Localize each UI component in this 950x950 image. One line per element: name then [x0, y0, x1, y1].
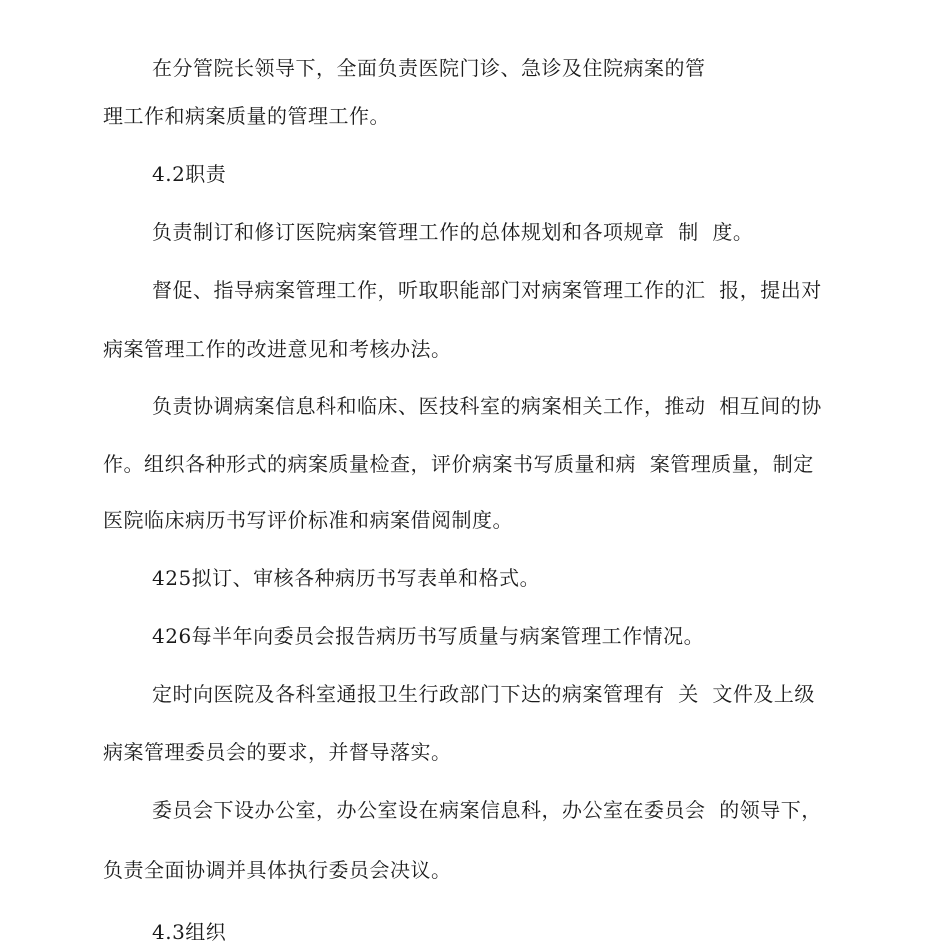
paragraph-line: 委员会下设办公室，办公室设在病案信息科，办公室在委员会 的领导下， — [152, 798, 822, 822]
paragraph-line: 426每半年向委员会报告病历书写质量与病案管理工作情况。 — [152, 624, 705, 648]
paragraph-line: 425拟订、审核各种病历书写表单和格式。 — [152, 566, 541, 590]
paragraph-line: 负责全面协调并具体执行委员会决议。 — [103, 858, 452, 882]
paragraph-line: 定时向医院及各科室通报卫生行政部门下达的病案管理有 关 文件及上级 — [152, 682, 815, 706]
paragraph-line: 病案管理委员会的要求，并督导落实。 — [103, 740, 452, 764]
paragraph-line: 病案管理工作的改进意见和考核办法。 — [103, 337, 452, 361]
paragraph-line: 督促、指导病案管理工作，听取职能部门对病案管理工作的汇 报，提出对 — [152, 278, 822, 302]
paragraph-line: 作。组织各种形式的病案质量检查，评价病案书写质量和病 案管理质量，制定 — [103, 452, 814, 476]
paragraph-line: 医院临床病历书写评价标准和病案借阅制度。 — [103, 508, 513, 532]
paragraph-line: 在分管院长领导下，全面负责医院门诊、急诊及住院病案的管 — [152, 56, 706, 80]
section-heading: 4.2职责 — [152, 162, 227, 186]
section-heading: 4.3组织 — [152, 920, 227, 944]
paragraph-line: 负责协调病案信息科和临床、医技科室的病案相关工作，推动 相互间的协 — [152, 394, 822, 418]
paragraph-line: 负责制订和修订医院病案管理工作的总体规划和各项规章 制 度。 — [152, 220, 754, 244]
paragraph-line: 理工作和病案质量的管理工作。 — [103, 104, 390, 128]
